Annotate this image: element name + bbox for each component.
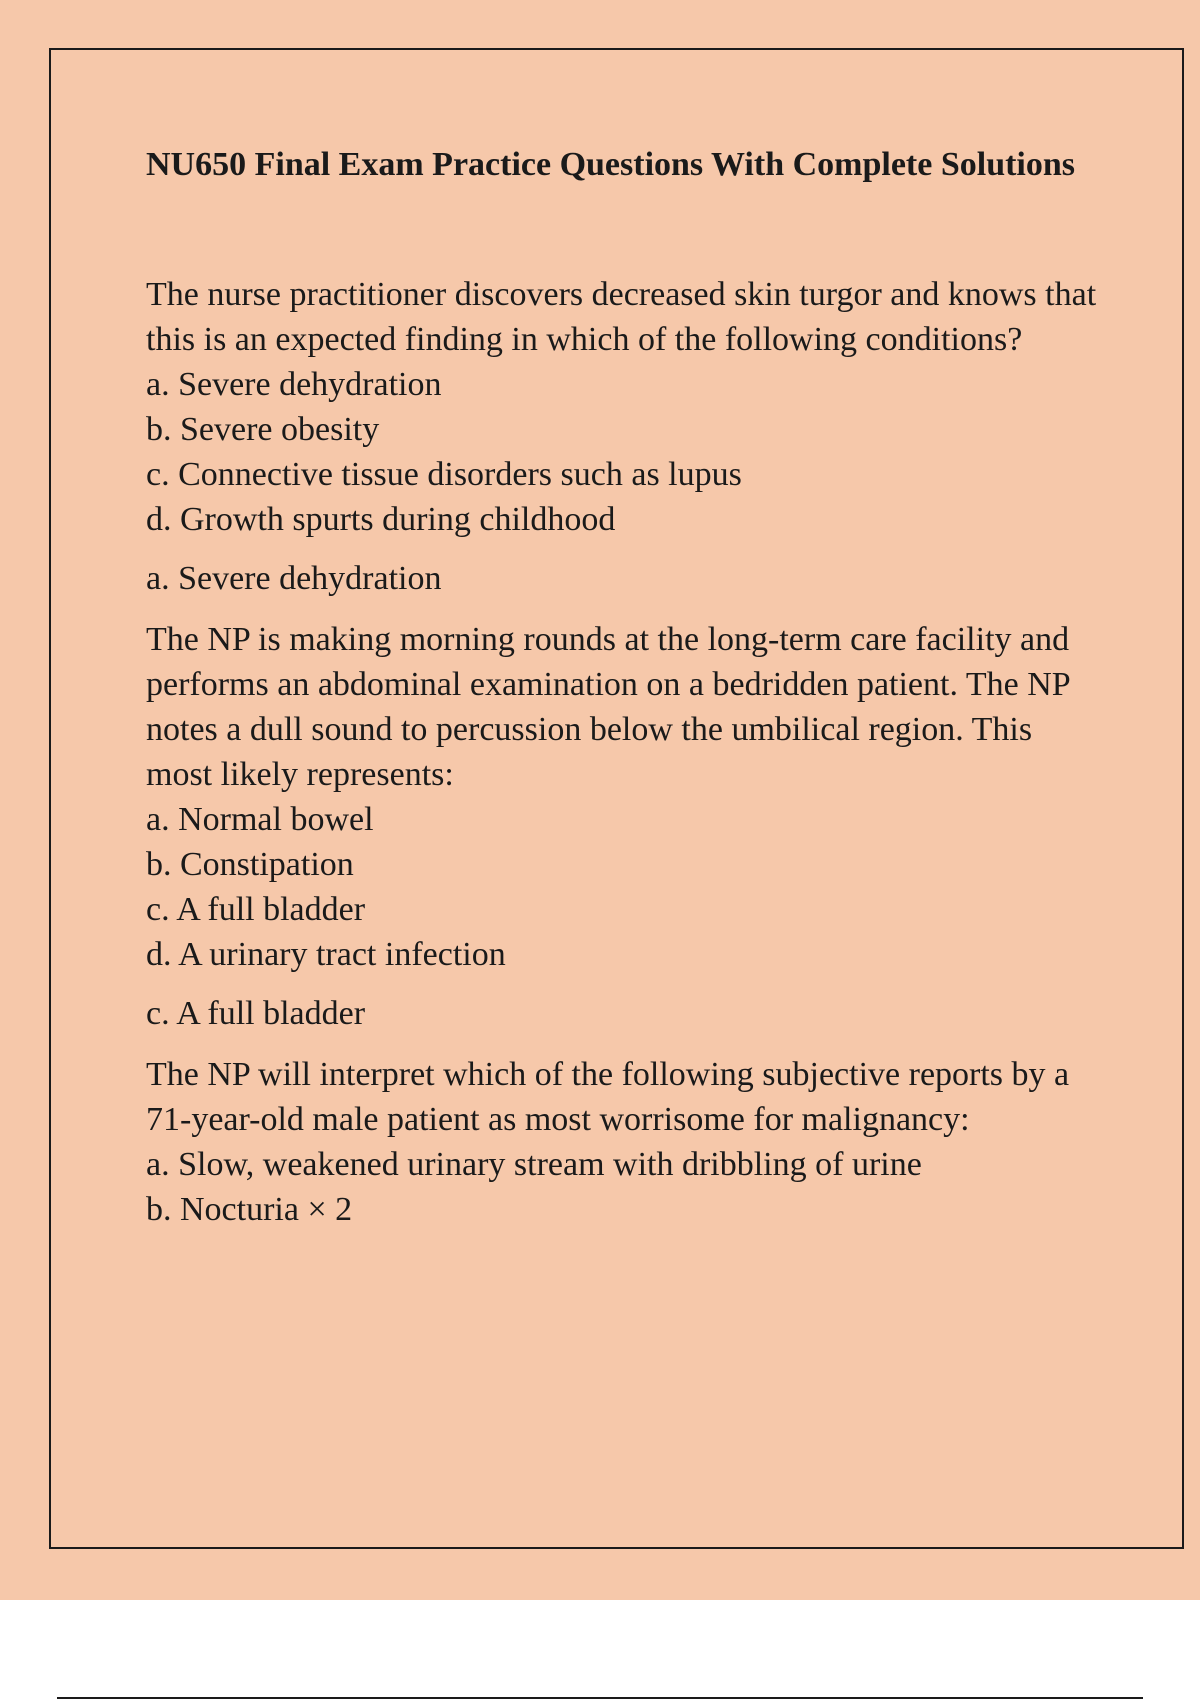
question-text: The NP will interpret which of the following subjective reports by a 71-year-old male patient as most worrisome for malignancy: <box>146 1056 1070 1138</box>
question-text: The NP is making morning rounds at the long-term care facility and performs an abdominal examination on a bedridden patient. The NP notes a dull sound to percussion below the umbilical region. This most likely represents: <box>146 621 1070 793</box>
question-2 <box>146 617 1106 1036</box>
question-3 <box>146 1052 1106 1232</box>
option-a: a. Severe dehydration <box>146 366 442 403</box>
option-c: c. A full bladder <box>146 891 366 928</box>
document-title: NU650 Final Exam Practice Questions With Complete Solutions <box>146 146 1076 183</box>
option-c: c. Connective tissue disorders such as lupus <box>146 456 742 493</box>
option-b: b. Constipation <box>146 846 354 883</box>
option-b: b. Nocturia × 2 <box>146 1191 353 1228</box>
option-d: d. Growth spurts during childhood <box>146 501 616 538</box>
option-d: d. A urinary tract infection <box>146 936 506 973</box>
answer: a. Severe dehydration <box>146 560 442 597</box>
answer: c. A full bladder <box>146 995 366 1032</box>
question-1 <box>146 272 1106 601</box>
option-a: a. Normal bowel <box>146 801 374 838</box>
document-content <box>146 142 1106 1232</box>
option-b: b. Severe obesity <box>146 411 380 448</box>
bottom-divider <box>57 1697 1143 1699</box>
option-a: a. Slow, weakened urinary stream with dribbling of urine <box>146 1146 922 1183</box>
question-text: The nurse practitioner discovers decreased skin turgor and knows that this is an expected finding in which of the following conditions? <box>146 276 1097 358</box>
